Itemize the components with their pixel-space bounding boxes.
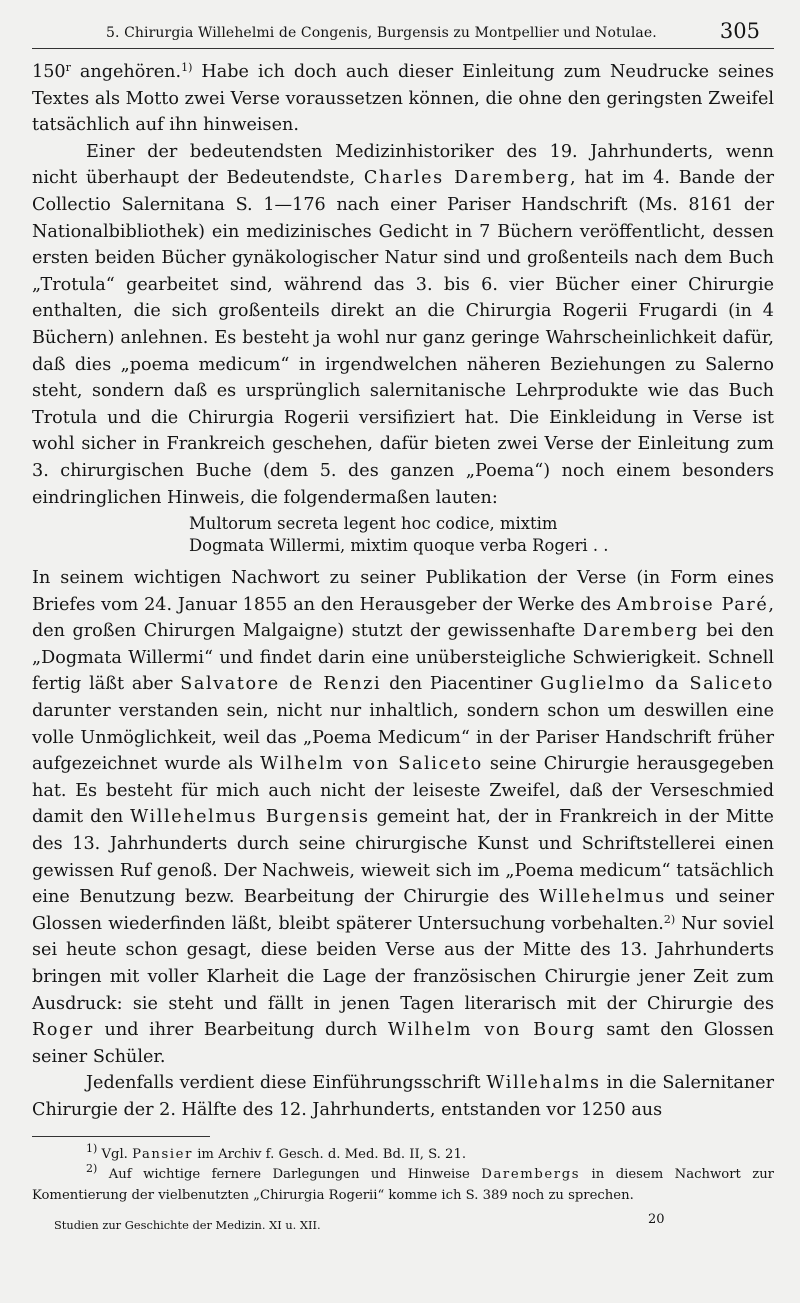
spaced-name: Wilhelm von Bourg [387,1020,596,1041]
body-text [32,59,774,1124]
footnote-1: $^{1)}$ Vgl. Pansier im Archiv f. Gesch. d. Med. Bd. II, S. 21. [86,1141,467,1162]
footnote-marker: 1) [181,61,193,74]
paragraph-2: Einer der bedeutendsten Medizinhistoriker des 19. Jahrhunderts, wenn nicht überhaupt der Bedeutendste, Charles Daremberg, hat im 4. Bande der Collectio Salernitana S. 1—176 nach einer Pariser Handschrift (Ms. 8161 der Nationalbibliothek) ein medizinisches Gedicht in 7 Büchern veröffentlicht, dessen ersten beiden Bücher gynäkologischer Natur sind und großenteils nach dem Buch „Trotula“ gearbeitet sind, während das 3. bis 6. vier Bücher einer Chirurgie enthalten, die sich großenteils direkt an die Chirurgia Rogerii Frugardi (in 4 Büchern) anlehnen. Es besteht ja wohl nur ganz geringe Wahrscheinlichkeit dafür, daß dies „poema medicum“ in irgendwelchen näheren Beziehungen zu Salerno steht, sondern daß es ursprünglich salernitanische Lehrprodukte wie das Buch Trotula und die Chirurgia Rogerii versifiziert hat. Die Einkleidung in Verse ist wohl sicher in Frankreich geschehen, dafür bieten zwei Verse der Einleitung zum 3. chirurgischen Buche (dem 5. des ganzen „Poema“) noch einem besonders eindringlichen Hinweis, die folgendermaßen lauten: [32,141,775,508]
signature-line [32,1212,774,1236]
page-number: 305 [719,19,760,43]
spaced-name: Willehelmus Burgensis [130,807,370,828]
footnotes [32,1141,774,1207]
footnote-marker: 2) [663,912,676,926]
spaced-name: Willehelmus [538,887,666,908]
verse-line-1: Multorum secreta legent hoc codice, mixtim [189,514,558,534]
spaced-name: Salvatore de Renzi [180,674,382,695]
verse-line-2: Dogmata Willermi, mixtim quoque verba Rogeri . . [189,536,609,556]
spaced-name: Darembergs [481,1167,581,1183]
document-page [32,14,774,1236]
footnote-2: $^{2)}$ Auf wichtige fernere Darlegungen und Hinweise Darembergs in diesem Nachwort zur Komentierung der vielbenutzten „Chirurgia Rogerii“ komme ich S. 389 noch zu sprechen. [32,1162,774,1203]
paragraph-4: Jedenfalls verdient diese Einführungsschrift Willehalms in die Salernitaner Chirurgie der 2. Hälfte des 12. Jahrhunderts, entstanden vor 1250 aus [32,1073,774,1120]
spaced-name: Willehalms [486,1073,601,1094]
footnote-marker: 2) [86,1162,98,1176]
footnote-divider [32,1136,210,1137]
running-title: 5. Chirurgia Willehelmi de Congenis, Burgensis zu Montpellier und Notulae. [106,25,657,41]
spaced-name: Charles Daremberg [363,168,571,189]
running-header [32,14,774,49]
spaced-name: Daremberg [582,621,699,642]
spaced-name: Wilhelm von Saliceto [260,754,483,775]
series-title: Studien zur Geschichte der Medizin. XI u. XII. [54,1218,321,1233]
spaced-name: Ambroise Paré [616,594,769,615]
paragraph-1: 150$^r$ angehören.$^{1)}$ Habe ich doch auch dieser Einleitung zum Neudrucke seines Textes als Motto zwei Verse voraussetzen können, die ohne den geringsten Zweifel tatsächlich auf ihn hinweisen. [32,61,774,136]
footnote-marker: 1) [86,1141,98,1155]
spaced-name: Guglielmo da Saliceto [540,674,774,695]
paragraph-3: In seinem wichtigen Nachwort zu seiner Publikation der Verse (in Form eines Briefes vom 24. Januar 1855 an den Herausgeber der Werke des Ambroise Paré, den großen Chirurgen Malgaigne) stutzt der gewissenhafte Daremberg bei den „Dogmata Willermi“ und findet darin eine unübersteigliche Schwierigkeit. Schnell fertig läßt aber Salvatore de Renzi den Piacentiner Guglielmo da Saliceto darunter verstanden sein, nicht nur inhaltlich, sondern schon um deswillen eine volle Unmöglichkeit, weil das „Poema Medicum“ in der Pariser Handschrift früher aufgezeichnet wurde als Wilhelm von Saliceto seine Chirurgie herausgegeben hat. Es besteht für mich auch nicht der leiseste Zweifel, daß der Verseschmied damit den Willehelmus Burgensis gemeint hat, der in Frankreich in der Mitte des 13. Jahrhunderts durch seine chirurgische Kunst und Schriftstellerei einen gewissen Ruf genoß. Der Nachweis, wieweit sich im „Poema medicum“ tatsächlich eine Benutzung bezw. Bearbeitung der Chirurgie des Willehelmus und seiner Glossen wiederfinden läßt, bleibt späterer Untersuchung vorbehalten.$^{2)}$ Nur soviel sei heute schon gesagt, diese beiden Verse aus der Mitte des 13. Jahrhunderts bringen mit voller Klarheit die Lage der französischen Chirurgie jener Zeit zum Ausdruck: sie steht und fällt in jenen Tagen literarisch mit der Chirurgie des Roger und ihrer Bearbeitung durch Wilhelm von Bourg samt den Glossen seiner Schüler. [32,568,774,1067]
verse-quote [189,513,774,557]
footnote-marker: r [65,61,71,74]
signature-mark: 20 [648,1212,665,1228]
spaced-name: Roger [32,1020,94,1041]
spaced-name: Pansier [132,1146,193,1162]
